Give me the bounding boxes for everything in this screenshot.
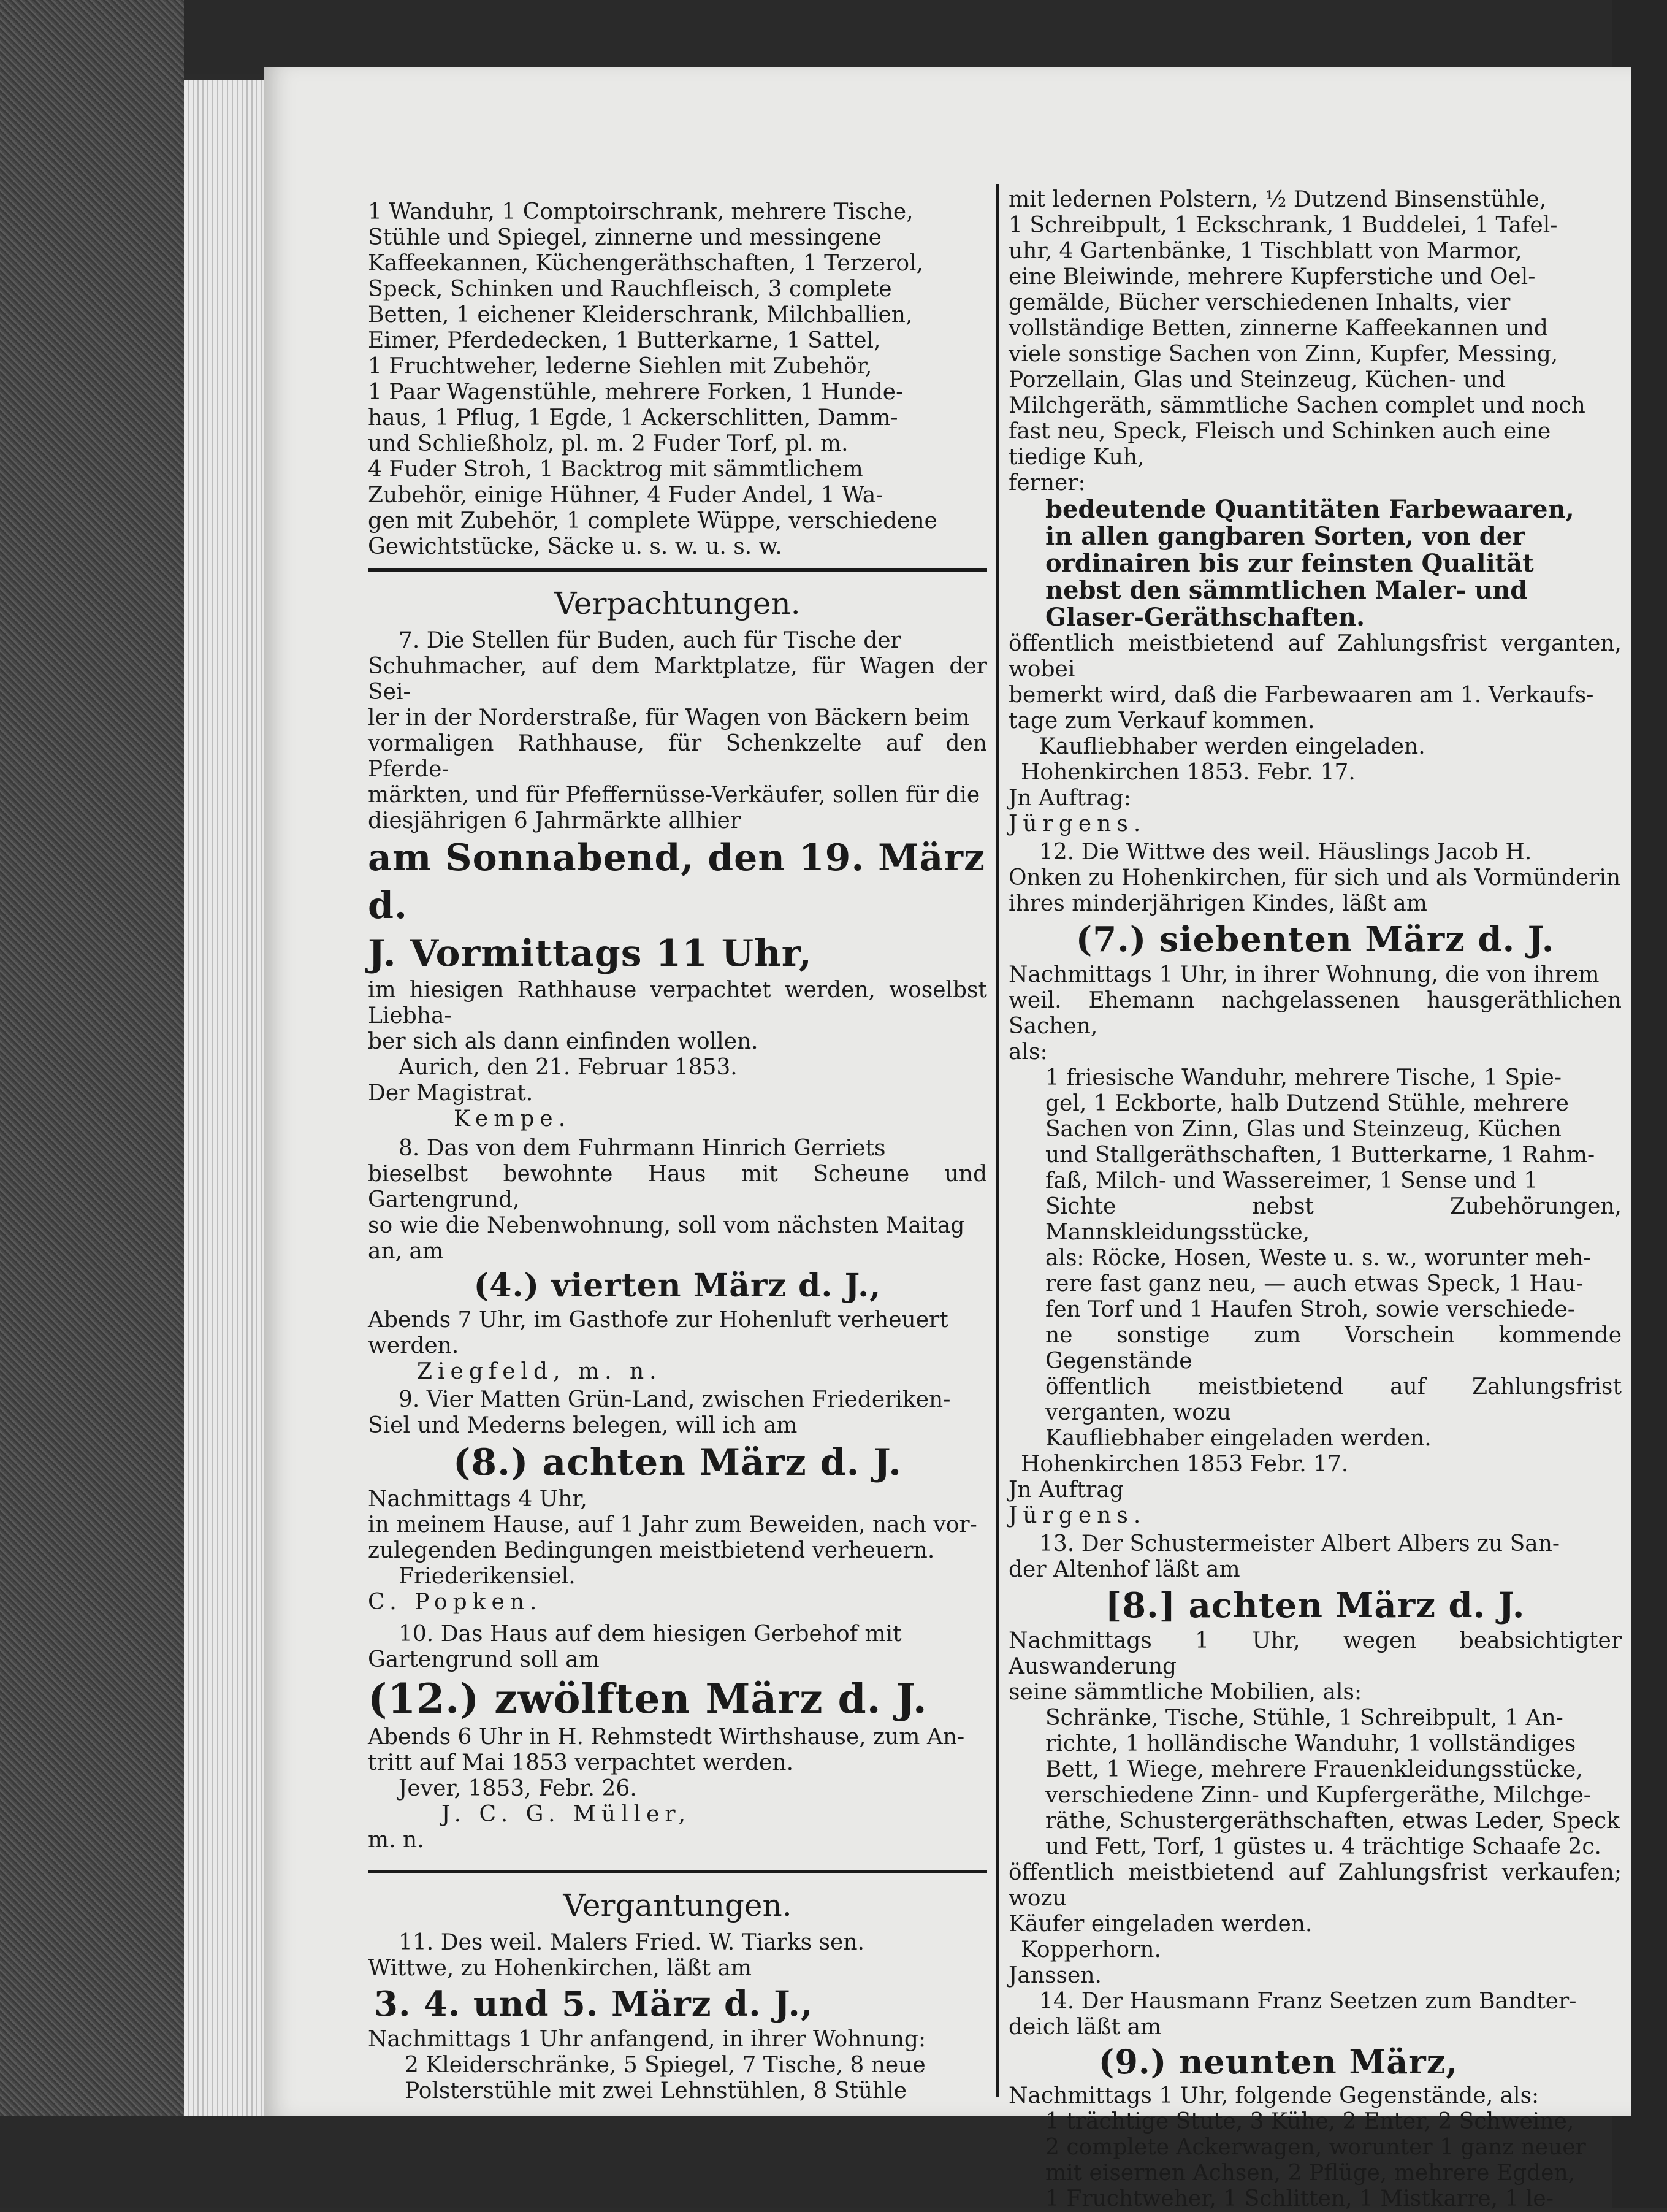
text-line: 14. Der Hausmann Franz Seetzen zum Bandter- <box>1039 1989 1577 2014</box>
right-column <box>1009 187 1622 2212</box>
notice-13 <box>1009 1531 1622 1989</box>
text-line: so wie die Nebenwohnung, soll vom nächsten Maitag <box>368 1213 965 1238</box>
book-cover-marbled <box>0 0 184 2208</box>
notice-14-date: (9.) neunten März, <box>1098 2042 1459 2081</box>
text-line: seine sämmtliche Mobilien, als: <box>1009 1680 1362 1705</box>
notice-13-place: Kopperhorn. <box>1021 1937 1161 1962</box>
notice-11-ferner: ferner: <box>1009 470 1086 496</box>
text-line: 13. Der Schustermeister Albert Albers zu San- <box>1039 1531 1560 1556</box>
notice-11-signature: Jürgens. <box>1009 811 1146 836</box>
notice-11 <box>368 1930 987 2104</box>
item-list-continued <box>368 199 987 560</box>
text-line: Bett, 1 Wiege, mehrere Frauenkleidungsstücke, <box>1045 1757 1583 1782</box>
notice-7-place: Aurich, den 21. Februar 1853. <box>399 1055 738 1080</box>
text-line: 1 Fruchtweher, 1 Schlitten, 1 Mistkarre, 1 le- <box>1045 2186 1554 2211</box>
text-line: 11. Des weil. Malers Fried. W. Tiarks sen. <box>399 1930 864 1955</box>
section-rule <box>368 1870 987 1873</box>
text-line: Wittwe, zu Hohenkirchen, läßt am <box>368 1956 752 1981</box>
text-line: Nachmittags 1 Uhr, wegen beabsichtigter Auswanderung <box>1009 1628 1622 1679</box>
text-line: fast neu, Speck, Fleisch und Schinken auch eine <box>1009 419 1551 444</box>
text-line: bieselbst bewohnte Haus mit Scheune und Gartengrund, <box>368 1161 987 1212</box>
notice-12-auftrag: Jn Auftrag <box>1009 1477 1124 1502</box>
notice-14-text <box>1009 1989 1622 2040</box>
notice-12-signature: Jürgens. <box>1009 1503 1146 1528</box>
text-line: Gewichtstücke, Säcke u. s. w. u. s. w. <box>368 534 782 559</box>
text-line: haus, 1 Pflug, 1 Egde, 1 Ackerschlitten, Damm- <box>368 405 898 431</box>
notice-11-bold-block <box>1009 496 1622 631</box>
text-line: Polsterstühle mit zwei Lehnstühlen, 8 Stühle <box>405 2078 907 2103</box>
section-rule <box>368 568 987 572</box>
text-line: als: <box>1009 1039 1048 1065</box>
text-line: Stühle und Spiegel, zinnerne und messingene <box>368 225 882 250</box>
text-line: Abends 7 Uhr, im Gasthofe zur Hohenluft verheuert <box>368 1307 948 1333</box>
text-line: Milchgeräth, sämmtliche Sachen complet und noch <box>1009 393 1585 418</box>
notice-12-item-list <box>1009 1065 1622 1452</box>
notice-12-date: (7.) siebenten März d. J. <box>1075 919 1555 960</box>
text-line: Nachmittags 1 Uhr, in ihrer Wohnung, die von ihrem <box>1009 962 1600 987</box>
newspaper-page <box>264 67 1631 2211</box>
notice-13-item-list <box>1009 1705 1622 1860</box>
text-line: tiedige Kuh, <box>1009 445 1145 470</box>
text-line: Gartengrund soll am <box>368 1647 600 1672</box>
text-line: räthe, Schustergeräthschaften, etwas Leder, Speck <box>1045 1808 1620 1834</box>
text-line: öffentlich meistbietend auf Zahlungsfrist verkaufen; wozu <box>1009 1860 1622 1911</box>
text-line: verschiedene Zinn- und Kupfergeräthe, Milchge- <box>1045 1783 1591 1808</box>
text-line: 10. Das Haus auf dem hiesigen Gerbehof mit <box>399 1621 902 1647</box>
notice-7-text <box>368 628 987 834</box>
text-line: 9. Vier Matten Grün-Land, zwischen Friederiken- <box>399 1387 951 1412</box>
text-line: Betten, 1 eichener Kleiderschrank, Milchballien, <box>368 302 913 327</box>
notice-9-time: Nachmittags 4 Uhr, <box>368 1487 587 1512</box>
text-line: Nachmittags 1 Uhr anfangend, in ihrer Wohnung: <box>368 2027 926 2052</box>
text-line: ber sich als dann einfinden wollen. <box>368 1029 758 1054</box>
column-divider <box>996 184 999 2097</box>
text-line: Siel und Mederns belegen, will ich am <box>368 1413 798 1438</box>
text-line: 12. Die Wittwe des weil. Häuslings Jacob H. <box>1039 840 1532 865</box>
notice-10-signature: J. C. G. Müller, <box>441 1802 692 1827</box>
notice-9-after <box>368 1512 987 1564</box>
text-line: 1 Fruchtweher, lederne Siehlen mit Zubehör, <box>368 354 872 379</box>
notice-12 <box>1009 840 1622 1529</box>
notice-11-invite: Kaufliebhaber werden eingeladen. <box>1039 734 1425 759</box>
text-line: Käufer eingeladen werden. <box>1009 1912 1313 1937</box>
scan-background-top <box>0 0 1667 74</box>
notice-8-date: (4.) vierten März d. J., <box>473 1267 882 1304</box>
notice-7-signature-name: Kempe. <box>454 1106 571 1131</box>
text-line: zulegenden Bedingungen meistbietend verheuern. <box>368 1538 935 1563</box>
notice-8-after <box>368 1307 987 1359</box>
text-line: Glaser-Geräthschaften. <box>1045 603 1365 632</box>
notice-14-item-list <box>1009 2109 1622 2212</box>
notice-12-place: Hohenkirchen 1853 Febr. 17. <box>1021 1452 1349 1477</box>
notice-8-text <box>368 1136 987 1265</box>
text-line: 4 Fuder Stroh, 1 Backtrog mit sämmtlichem <box>368 457 863 482</box>
text-line: Sachen von Zinn, Glas und Steinzeug, Küchen <box>1045 1117 1562 1142</box>
notice-9-text <box>368 1387 987 1439</box>
notice-11-after-bold <box>1009 631 1622 734</box>
notice-10-signature-suffix: m. n. <box>368 1827 424 1853</box>
notice-8-signature: Ziegfeld, m. n. <box>417 1359 662 1384</box>
text-line: richte, 1 holländische Wanduhr, 1 vollständiges <box>1045 1731 1576 1756</box>
text-line: vormaligen Rathhause, für Schenkzelte auf den Pferde- <box>368 731 987 782</box>
text-line: der Altenhof läßt am <box>1009 1557 1240 1582</box>
notice-9-signature: C. Popken. <box>368 1590 543 1615</box>
text-line: Schränke, Tische, Stühle, 1 Schreibpult, 1 An- <box>1045 1705 1563 1731</box>
text-line: öffentlich meistbietend auf Zahlungsfrist verganten, wobei <box>1009 631 1622 682</box>
notice-14-after: Nachmittags 1 Uhr, folgende Gegenstände, als: <box>1009 2083 1539 2108</box>
notice-7 <box>368 628 987 1132</box>
text-line: uhr, 4 Gartenbänke, 1 Tischblatt von Marmor, <box>1009 239 1522 264</box>
text-line: werden. <box>368 1333 459 1358</box>
notice-7-after <box>368 978 987 1055</box>
notice-13-date: [8.] achten März d. J. <box>1105 1585 1525 1626</box>
text-line: 1 Paar Wagenstühle, mehrere Forken, 1 Hunde- <box>368 380 904 405</box>
text-line: mit eisernen Achsen, 2 Pflüge, mehrere Egden, <box>1045 2160 1576 2186</box>
text-line: tritt auf Mai 1853 verpachtet werden. <box>368 1750 794 1775</box>
text-line: Porzellain, Glas und Steinzeug, Küchen- und <box>1009 367 1506 392</box>
section-heading-verpachtungen: Verpachtungen. <box>554 586 801 621</box>
text-line: vollständige Betten, zinnerne Kaffeekannen und <box>1009 316 1548 341</box>
notice-12-after <box>1009 962 1622 1065</box>
notice-11-after <box>368 2027 987 2104</box>
text-line: und Schließholz, pl. m. 2 Fuder Torf, pl. m. <box>368 431 849 456</box>
notice-13-after <box>1009 1628 1622 1705</box>
text-line: fen Torf und 1 Haufen Stroh, sowie verschiede- <box>1045 1297 1575 1322</box>
text-line: weil. Ehemann nachgelassenen hausgeräthlichen Sachen, <box>1009 988 1622 1039</box>
text-line: faß, Milch- und Wassereimer, 1 Sense und 1 <box>1045 1168 1538 1193</box>
text-line: Speck, Schinken und Rauchfleisch, 3 complete <box>368 277 892 302</box>
text-line: 2 Kleiderschränke, 5 Spiegel, 7 Tische, 8 neue <box>405 2053 926 2078</box>
notice-11-continued <box>1009 187 1622 470</box>
text-line: im hiesigen Rathhause verpachtet werden, woselbst Liebha- <box>368 978 987 1028</box>
notice-12-text <box>1009 840 1622 917</box>
text-line: und Fett, Torf, 1 güstes u. 4 trächtige Schaafe 2c. <box>1045 1834 1601 1859</box>
text-line: Schuhmacher, auf dem Marktplatze, für Wagen der Sei- <box>368 654 987 705</box>
text-line: deich läßt am <box>1009 2015 1162 2040</box>
notice-11-text <box>368 1930 987 1981</box>
notice-10-date: (12.) zwölften März d. J. <box>368 1675 928 1723</box>
text-line: Kaffeekannen, Küchengeräthschaften, 1 Terzerol, <box>368 251 924 276</box>
text-line: Kaufliebhaber eingeladen werden. <box>1045 1426 1432 1451</box>
notice-10-after <box>368 1724 987 1776</box>
text-line: nebst den sämmtlichen Maler- und <box>1045 576 1528 605</box>
notice-13-text <box>1009 1531 1622 1583</box>
text-line: ne sonstige zum Vorschein kommende Gegenstände <box>1045 1323 1622 1374</box>
notice-10 <box>368 1621 987 1853</box>
text-line: eine Bleiwinde, mehrere Kupferstiche und Oel- <box>1009 264 1536 289</box>
notice-10-text <box>368 1621 987 1673</box>
notice-7-date-line-2: J. Vormittags 11 Uhr, <box>368 932 812 975</box>
text-line: als: Röcke, Hosen, Weste u. s. w., worunter meh- <box>1045 1246 1591 1271</box>
section-heading-vergantungen: Vergantungen. <box>563 1888 792 1923</box>
text-line: 8. Das von dem Fuhrmann Hinrich Gerriets <box>399 1136 886 1161</box>
notice-10-place: Jever, 1853, Febr. 26. <box>399 1776 637 1801</box>
text-line: Zubehör, einige Hühner, 4 Fuder Andel, 1 Wa- <box>368 483 883 508</box>
text-line: Onken zu Hohenkirchen, für sich und als Vormünderin <box>1009 865 1621 890</box>
text-line: in meinem Hause, auf 1 Jahr zum Beweiden, nach vor- <box>368 1512 977 1537</box>
text-line: 1 trächtige Stute, 3 Kühe, 2 Enter, 2 Schweine, <box>1045 2109 1574 2134</box>
text-line: 1 friesische Wanduhr, mehrere Tische, 1 Spie- <box>1045 1065 1562 1090</box>
left-column <box>368 199 987 2104</box>
notice-7-signature-office: Der Magistrat. <box>368 1081 533 1106</box>
text-line: ordinairen bis zur feinsten Qualität <box>1045 549 1534 578</box>
notice-11-auftrag: Jn Auftrag: <box>1009 786 1131 811</box>
text-line: tage zum Verkauf kommen. <box>1009 708 1315 733</box>
text-line: gen mit Zubehör, 1 complete Wüppe, verschiedene <box>368 508 937 534</box>
notice-9-date: (8.) achten März d. J. <box>453 1441 902 1484</box>
text-line: in allen gangbaren Sorten, von der <box>1045 522 1525 551</box>
text-line: an, am <box>368 1239 444 1264</box>
notice-13-signature: Janssen. <box>1009 1963 1102 1988</box>
text-line: 1 Schreibpult, 1 Eckschrank, 1 Buddelei, 1 Tafel- <box>1009 213 1558 238</box>
text-line: Abends 6 Uhr in H. Rehmstedt Wirthshause, zum An- <box>368 1724 965 1750</box>
notice-9 <box>368 1387 987 1615</box>
text-line: viele sonstige Sachen von Zinn, Kupfer, Messing, <box>1009 342 1558 367</box>
text-line: öffentlich meistbietend auf Zahlungsfrist verganten, wozu <box>1045 1374 1622 1425</box>
page-edges <box>184 80 270 2122</box>
text-line: gel, 1 Eckborte, halb Dutzend Stühle, mehrere <box>1045 1091 1569 1116</box>
text-line: 1 Wanduhr, 1 Comptoirschrank, mehrere Tische, <box>368 199 914 224</box>
notice-7-date-line-1: am Sonnabend, den 19. März d. <box>368 836 986 927</box>
notice-9-place: Friederikensiel. <box>399 1564 576 1589</box>
notice-13-end <box>1009 1860 1622 1937</box>
notice-14 <box>1009 1989 1622 2212</box>
text-line: 2 complete Ackerwagen, worunter 1 ganz neuer <box>1045 2135 1586 2160</box>
text-line: rere fast ganz neu, — auch etwas Speck, 1 Hau- <box>1045 1271 1584 1296</box>
notice-11-date: 3. 4. und 5. März d. J., <box>374 1984 814 2024</box>
text-line: diesjährigen 6 Jahrmärkte allhier <box>368 808 741 833</box>
notice-11-place: Hohenkirchen 1853. Febr. 17. <box>1021 760 1356 785</box>
text-line: märkten, und für Pfeffernüsse-Verkäufer, sollen für die <box>368 783 980 808</box>
text-line: bedeutende Quantitäten Farbewaaren, <box>1045 495 1574 524</box>
text-line: und Stallgeräthschaften, 1 Butterkarne, 1 Rahm- <box>1045 1142 1595 1168</box>
text-line: Eimer, Pferdedecken, 1 Butterkarne, 1 Sattel, <box>368 328 881 353</box>
notice-8 <box>368 1136 987 1385</box>
text-line: Sichte nebst Zubehörungen, Mannskleidungsstücke, <box>1045 1194 1622 1245</box>
text-line: gemälde, Bücher verschiedenen Inhalts, vier <box>1009 290 1511 315</box>
text-line: mit ledernen Polstern, ½ Dutzend Binsenstühle, <box>1009 187 1547 212</box>
text-line: ihres minderjährigen Kindes, läßt am <box>1009 891 1427 916</box>
text-line: ler in der Norderstraße, für Wagen von Bäckern beim <box>368 705 970 730</box>
text-line: bemerkt wird, daß die Farbewaaren am 1. Verkaufs- <box>1009 683 1594 708</box>
text-line: 7. Die Stellen für Buden, auch für Tische der <box>399 628 901 653</box>
